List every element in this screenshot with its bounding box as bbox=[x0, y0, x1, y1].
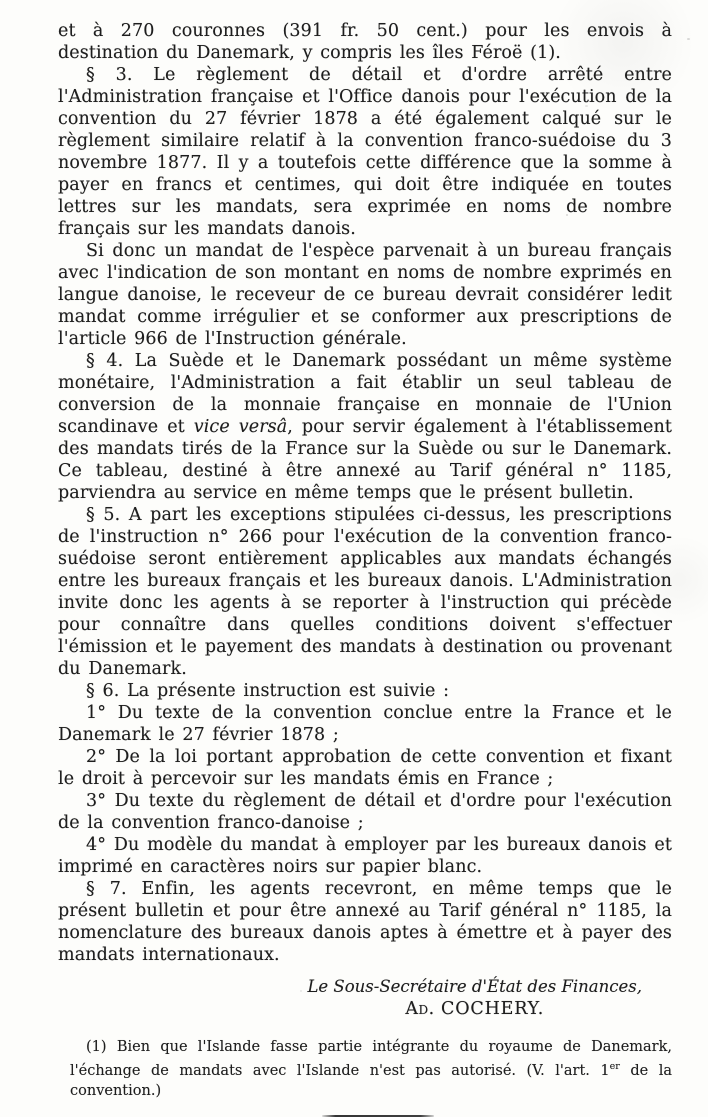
signature-role: Le Sous-Secrétaire d'État des Finances, bbox=[307, 977, 642, 996]
list-item-1: 1° Du texte de la convention conclue entre la France et le Danemark le 27 février 1878 ; bbox=[58, 703, 672, 745]
paragraph-section-5: § 5. A part les exceptions stipulées ci-dessus, les prescriptions de l'instruction n° 266 pour l'exécution de la convention franco-suédoise seront entièrement applicables aux mandats échangés entre les bureaux français et les bureaux danois. L'Administration invite donc les agents à se reporter à l'instruction qui précède pour connaître dans quelles conditions doivent s'effectuer l'émission et le payement des mandats à destination ou provenant du Danemark. bbox=[58, 505, 672, 679]
scan-speck bbox=[585, 105, 588, 107]
footnote bbox=[70, 1037, 672, 1101]
signature-name-surname: COCHERY. bbox=[441, 999, 545, 1019]
signature-name bbox=[307, 997, 642, 1021]
paragraph-section-4 bbox=[58, 350, 672, 504]
list-item-4: 4° Du modèle du mandat à employer par les bureaux danois et imprimé en caractères noirs sur papier blanc. bbox=[58, 835, 672, 877]
footnote-superscript: er bbox=[609, 1061, 620, 1072]
document-body bbox=[58, 20, 672, 966]
scan-speck bbox=[687, 38, 690, 40]
paragraph-section-7: § 7. Enfin, les agents recevront, en même temps que le présent bulletin et pour être annexé au Tarif général n° 1185, la nomenclature des bureaux danois aptes à émettre et à payer des mandats internationaux. bbox=[58, 879, 672, 965]
paragraph-continuation: et à 270 couronnes (391 fr. 50 cent.) pour les envois à destination du Danemark, y compris les îles Féroë (1). bbox=[58, 21, 672, 63]
signature-name-prefix: Ad. bbox=[405, 999, 435, 1019]
section-4-text-before-italic: § 4. La Suède et le Danemark possédant un même système monétaire, l'Administration a fait établir un seul tableau de conversion de la monnaie française en monnaie de l'Union scandinave et bbox=[58, 351, 672, 437]
scan-speck bbox=[566, 214, 568, 216]
paragraph-section-3: § 3. Le règlement de détail et d'ordre arrêté entre l'Administration française et l'Office danois pour l'exécution de la convention du 27 février 1878 a été également calqué sur le règlement similaire relatif à la convention franco-suédoise du 3 novembre 1877. Il y a toutefois cette différence que la somme à payer en francs et centimes, qui doit être indiquée en toutes lettres sur les mandats, sera exprimée en noms de nombre français sur les mandats danois. bbox=[58, 65, 672, 239]
paragraph-section-6: § 6. La présente instruction est suivie : bbox=[86, 681, 450, 701]
footnote-text-start: (1) Bien que l'Islande fasse partie intégrante du royaume de Danemark, l'échange de mandats avec l'Islande n'est pas autorisé. (V. l'art. 1 bbox=[70, 1039, 672, 1079]
list-item-3: 3° Du texte du règlement de détail et d'ordre pour l'exécution de la convention franco-danoise ; bbox=[58, 791, 672, 833]
latin-phrase-italic: vice versâ bbox=[193, 417, 288, 437]
section-4-text-after-italic: , pour servir également à l'établissement des mandats tirés de la France sur la Suède ou sur le Danemark. Ce tableau, destiné à être annexé au Tarif général n° 1185, parviendra au service en même temps que le présent bulletin. bbox=[58, 417, 672, 503]
paragraph-si-donc: Si donc un mandat de l'espèce parvenait à un bureau français avec l'indication de son montant en noms de nombre exprimés en langue danoise, le receveur de ce bureau devrait considérer ledit mandat comme irrégulier et se conformer aux prescriptions de l'article 966 de l'Instruction générale. bbox=[58, 241, 672, 349]
scan-speck bbox=[300, 990, 302, 992]
footnote-text-end: de la convention.) bbox=[70, 1062, 672, 1099]
signature-block bbox=[307, 976, 642, 1021]
list-item-2: 2° De la loi portant approbation de cette convention et fixant le droit à percevoir sur les mandats émis en France ; bbox=[58, 747, 672, 789]
